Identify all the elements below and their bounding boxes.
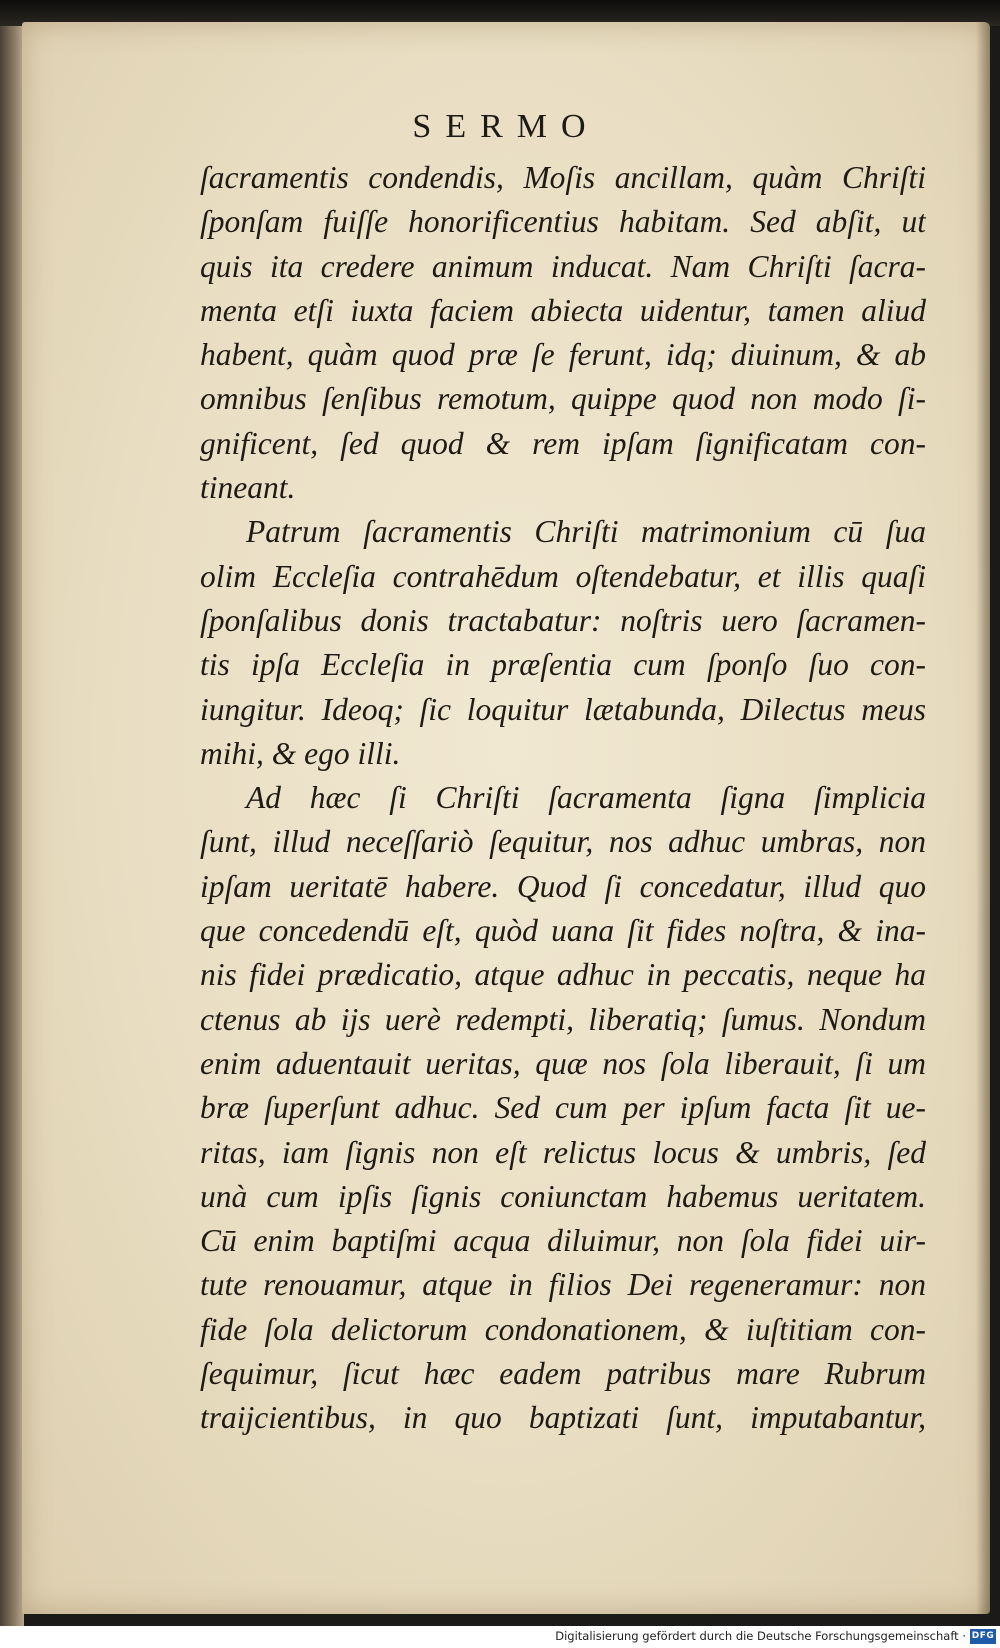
text-line: menta etſi iuxta faciem abiecta uidentur, tamen aliud — [200, 292, 926, 328]
text-line: omnibus ſenſibus remotum, quippe quod non modo ſi- — [200, 381, 926, 417]
text-line: quis ita credere animum inducat. Nam Chriſti ſacra- — [200, 248, 926, 284]
text-line: ſunt, illud neceſſariò ſequitur, nos adhuc umbras, non — [200, 824, 926, 860]
funding-credit: Digitalisierung gefördert durch die Deutsche Forschungsgemeinschaft · — [555, 1629, 966, 1643]
text-line: traiјcientibus, in quo baptizati ſunt, imputabantur, — [200, 1400, 926, 1436]
text-line: gnificent, ſed quod & rem ipſam ſignificatam con- — [200, 425, 926, 461]
running-head: SERMO — [412, 108, 600, 145]
book-page — [22, 22, 990, 1614]
book-spine — [0, 26, 24, 1626]
text-line: tute renouamur, atque in filios Dei regeneramur: non — [200, 1267, 926, 1303]
text-block — [200, 156, 926, 1441]
text-line: enim aduentauit ueritas, quæ nos ſola liberauit, ſi um — [200, 1045, 926, 1081]
text-line: que concedendū eſt, quòd uana ſit fides noſtra, & ina- — [200, 913, 926, 949]
text-line: habent, quàm quod præ ſe ferunt, idq; diuinum, & ab — [200, 337, 926, 373]
text-line: ctenus ab iјs uerè redempti, liberatiq; ſumus. Nondum — [200, 1001, 926, 1037]
text-line: iungitur. Ideoq; ſic loquitur lætabunda, Dilectus meus — [200, 691, 926, 727]
text-line: nis fidei prædicatio, atque adhuc in peccatis, neque ha — [200, 957, 926, 993]
text-line: Ad hæc ſi Chriſti ſacramenta ſigna ſimplicia — [246, 780, 926, 816]
text-line: tineant. — [200, 470, 296, 506]
text-line: ritas, iam ſignis non eſt relictus locus & umbris, ſed — [200, 1134, 926, 1170]
digitization-footer — [0, 1626, 1000, 1648]
text-line: ſequimur, ſicut hæc eadem patribus mare Rubrum — [200, 1356, 926, 1392]
text-line: tis ipſa Eccleſia in præſentia cum ſponſo ſuo con- — [200, 647, 926, 683]
text-line: mihi, & ego illi. — [200, 735, 401, 771]
text-line: fide ſola delictorum condonationem, & iuſtitiam con- — [200, 1311, 926, 1347]
text-line: unà cum ipſis ſignis coniunctam habemus ueritatem. — [200, 1178, 926, 1214]
dfg-logo: DFG — [970, 1629, 996, 1644]
text-line: ſponſam fuiſſe honorificentius habitam. Sed abſit, ut — [200, 204, 926, 240]
text-line: Patrum ſacramentis Chriſti matrimonium cū ſua — [246, 514, 926, 550]
text-line: ſponſalibus donis tractabatur: noſtris uero ſacramen- — [200, 602, 926, 638]
text-line: bræ ſuperſunt adhuc. Sed cum per ipſum facta ſit ue- — [200, 1090, 926, 1126]
page-edge-shadow — [976, 22, 990, 1614]
text-line: olim Eccleſia contrahēdum oſtendebatur, et illis quaſi — [200, 558, 926, 594]
text-line: ipſam ueritatē habere. Quod ſi concedatur, illud quo — [200, 868, 926, 904]
text-line: Cū enim baptiſmi acqua diluimur, non ſola fidei uir- — [200, 1223, 926, 1259]
text-line: ſacramentis condendis, Moſis ancillam, quàm Chriſti — [200, 160, 926, 195]
